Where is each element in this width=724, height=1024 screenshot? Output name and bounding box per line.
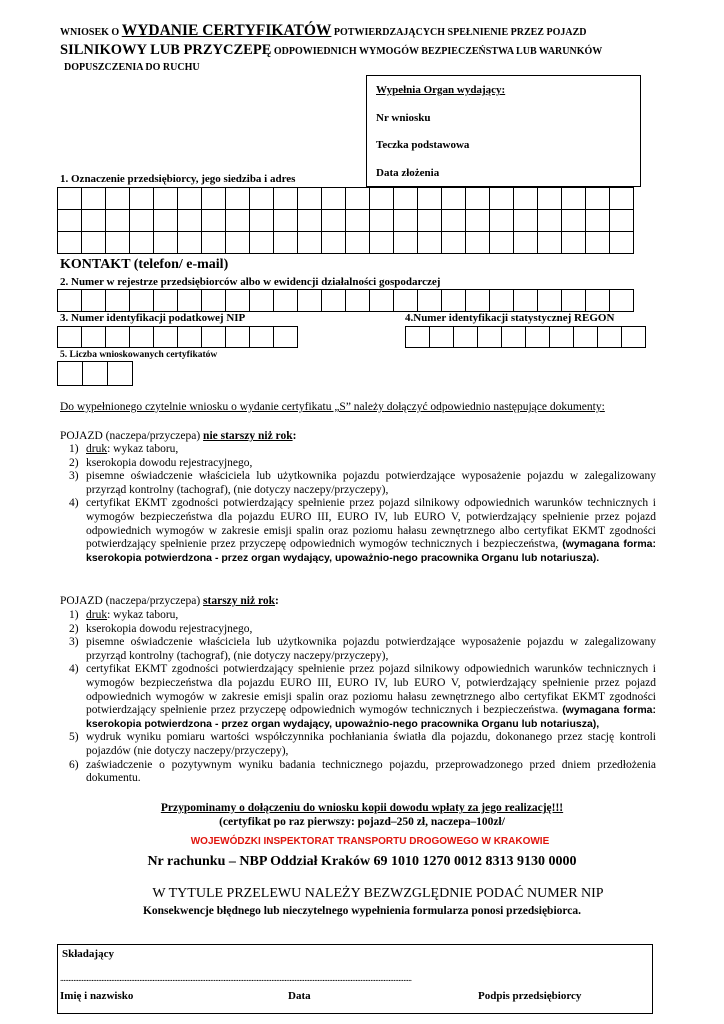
- list-item: [60, 731, 656, 758]
- form-title-line-2: [60, 42, 602, 59]
- inspectorate-name: WOJEWÓDZKI INSPEKTORAT TRANSPORTU DROGOWEGO W KRAKOWIE: [190, 836, 550, 847]
- character-cell[interactable]: [585, 231, 610, 254]
- character-cell[interactable]: [417, 289, 442, 312]
- character-cell[interactable]: [321, 289, 346, 312]
- field-5-label: 5. Liczba wnioskowanych certyfikatów: [60, 350, 218, 360]
- character-cell[interactable]: [405, 326, 430, 348]
- list-item: [60, 470, 656, 497]
- character-cell[interactable]: [249, 187, 274, 210]
- heading-emphasis: starszy niż rok: [203, 595, 276, 607]
- grid-row: [57, 289, 633, 312]
- character-cell[interactable]: [321, 231, 346, 254]
- character-cell[interactable]: [585, 289, 610, 312]
- basic-folder-label: Teczka podstawowa: [376, 139, 470, 151]
- list-item: [60, 497, 656, 565]
- payment-reminder: Przypominamy o dołączeniu do wniosku kopii dowodu wpłaty za jego realizację!!!: [160, 802, 564, 814]
- list-item-emphasis: druk: [86, 609, 108, 621]
- character-cell[interactable]: [105, 187, 130, 210]
- regon-grid[interactable]: [405, 326, 645, 348]
- character-cell[interactable]: [297, 231, 322, 254]
- grid-row: [57, 361, 132, 386]
- list-item-text: pisemne oświadczenie właściciela lub użytkownika pojazdu potwierdzające wyposażenie pojazdu w zalegalizowany przyrząd kontrolny (tachograf), (nie dotyczy naczepy/przyczepy),: [86, 636, 656, 662]
- character-cell[interactable]: [273, 326, 298, 348]
- list-item-text: wydruk wyniku pomiaru wartości współczynnika pochłaniania światła dla pojazdu, dokonanego przez stację kontroli pojazdów (nie dotyczy naczepy/przyczepy),: [86, 731, 656, 757]
- character-cell[interactable]: [369, 231, 394, 254]
- list-item-number: 1): [69, 609, 79, 621]
- title-text: POTWIERDZAJĄCYCH SPEŁNIENIE PRZEZ POJAZD: [331, 27, 587, 38]
- required-form-note: (wymagana forma: kserokopia potwierdzona - przez organ wydający, upoważnio-nego pracownika Organu lub notariusza).: [86, 538, 656, 564]
- character-cell[interactable]: [573, 326, 598, 348]
- signature-dotted-line[interactable]: .....................................................................................................................................................................................................................: [60, 973, 412, 983]
- character-cell[interactable]: [513, 209, 538, 232]
- character-cell[interactable]: [201, 187, 226, 210]
- character-cell[interactable]: [441, 187, 466, 210]
- character-cell[interactable]: [249, 289, 274, 312]
- character-cell[interactable]: [129, 326, 154, 348]
- character-cell[interactable]: [321, 187, 346, 210]
- list-item-number: 3): [69, 470, 79, 483]
- list-item-number: 6): [69, 758, 79, 771]
- nip-grid[interactable]: [57, 326, 297, 348]
- title-emphasis: SILNIKOWY LUB PRZYCZEPĘ: [60, 42, 272, 58]
- character-cell[interactable]: [57, 361, 83, 386]
- list-item-text: kserokopia dowodu rejestracyjnego,: [86, 456, 253, 469]
- character-cell[interactable]: [177, 209, 202, 232]
- heading-text: POJAZD (naczepa/przyczepa): [60, 430, 204, 442]
- character-cell[interactable]: [621, 326, 646, 348]
- character-cell[interactable]: [513, 187, 538, 210]
- character-cell[interactable]: [393, 209, 418, 232]
- list-item-text: certyfikat EKMT zgodności potwierdzający spełnienie przez pojazd silnikowy odpowiednich warunków technicznych i wymogów bezpieczeństwa dla pojazdu EURO III, EURO IV, lub EURO V, potwierdzający spełnienie przez pojazd odpowiednich wymogów w zakresie emisji spalin oraz poziomu hałasu zewnętrznego albo certyfikat EKMT zgodności potwierdzający spełnienie przez przyczepę odpowiednich wymogów technicznych i bezpieczeństwa.: [86, 663, 656, 717]
- character-cell[interactable]: [57, 209, 82, 232]
- character-cell[interactable]: [345, 209, 370, 232]
- character-cell[interactable]: [561, 187, 586, 210]
- character-cell[interactable]: [609, 187, 634, 210]
- character-cell[interactable]: [417, 231, 442, 254]
- character-cell[interactable]: [201, 326, 226, 348]
- character-cell[interactable]: [429, 326, 454, 348]
- character-cell[interactable]: [393, 289, 418, 312]
- character-cell[interactable]: [549, 326, 574, 348]
- character-cell[interactable]: [609, 209, 634, 232]
- form-title-line-3: DOPUSZCZENIA DO RUCHU: [64, 62, 200, 73]
- character-cell[interactable]: [273, 289, 298, 312]
- contact-label: KONTAKT (telefon/ e-mail): [60, 257, 229, 272]
- grid-row: [405, 326, 645, 348]
- character-cell[interactable]: [81, 187, 106, 210]
- character-cell[interactable]: [82, 361, 108, 386]
- list-item-text: : wykaz taboru,: [107, 609, 179, 621]
- character-cell[interactable]: [153, 289, 178, 312]
- character-cell[interactable]: [585, 187, 610, 210]
- character-cell[interactable]: [585, 209, 610, 232]
- character-cell[interactable]: [225, 231, 250, 254]
- grid-row: [57, 209, 633, 232]
- list-item: [60, 636, 656, 663]
- character-cell[interactable]: [609, 231, 634, 254]
- character-cell[interactable]: [81, 209, 106, 232]
- field-2-label: 2. Numer w rejestrze przedsiębiorców albo w ewidencji działalności gospodarczej: [60, 276, 441, 288]
- list-item-text: pisemne oświadczenie właściciela lub użytkownika pojazdu potwierdzające wyposażenie pojazdu w zalegalizowany przyrząd kontrolny (tachograf), (nie dotyczy naczepy/przyczepy),: [86, 470, 656, 496]
- character-cell[interactable]: [153, 326, 178, 348]
- character-cell[interactable]: [201, 209, 226, 232]
- character-cell[interactable]: [177, 326, 202, 348]
- list-item-text: zaświadczenie o pozytywnym wyniku badania technicznego pojazdu, przeprowadzonego przed dniem przedłożenia dokumentu.: [86, 758, 656, 785]
- list-item-number: 5): [69, 731, 79, 744]
- office-use-title: Wypełnia Organ wydający:: [376, 84, 506, 96]
- heading-colon: :: [292, 430, 297, 442]
- character-cell[interactable]: [107, 361, 133, 386]
- character-cell[interactable]: [129, 209, 154, 232]
- character-cell[interactable]: [105, 289, 130, 312]
- list-item: [60, 457, 656, 471]
- heading-colon: :: [275, 595, 279, 607]
- character-cell[interactable]: [201, 289, 226, 312]
- consequence-note: Konsekwencje błędnego lub nieczytelnego wypełnienia formularza ponosi przedsiębiorca.: [142, 905, 582, 917]
- character-cell[interactable]: [597, 326, 622, 348]
- character-cell[interactable]: [273, 187, 298, 210]
- heading-text: POJAZD (naczepa/przyczepa): [60, 595, 204, 607]
- character-cell[interactable]: [81, 289, 106, 312]
- character-cell[interactable]: [297, 187, 322, 210]
- character-cell[interactable]: [513, 231, 538, 254]
- character-cell[interactable]: [453, 326, 478, 348]
- character-cell[interactable]: [297, 289, 322, 312]
- character-cell[interactable]: [321, 209, 346, 232]
- character-cell[interactable]: [561, 231, 586, 254]
- character-cell[interactable]: [465, 209, 490, 232]
- bank-account: Nr rachunku – NBP Oddział Kraków 69 1010 1270 0012 8313 9130 0000: [147, 854, 577, 869]
- form-title-line-1: [60, 22, 586, 40]
- field-1-label: 1. Oznaczenie przedsiębiorcy, jego siedziba i adres: [60, 173, 296, 185]
- required-form-note: (wymagana forma: kserokopia potwierdzona - przez organ wydający, upoważnio-nego pracownika Organu lub notariusza),: [86, 704, 656, 730]
- character-cell[interactable]: [177, 231, 202, 254]
- character-cell[interactable]: [537, 187, 562, 210]
- list-item-number: 4): [69, 663, 79, 676]
- list-item-number: 1): [69, 443, 79, 455]
- application-number-label: Nr wniosku: [376, 112, 431, 124]
- character-cell[interactable]: [513, 289, 538, 312]
- certificate-count-grid[interactable]: [57, 361, 132, 386]
- character-cell[interactable]: [225, 326, 250, 348]
- character-cell[interactable]: [249, 326, 274, 348]
- character-cell[interactable]: [225, 289, 250, 312]
- applicant-label: Składający: [62, 948, 114, 960]
- character-cell[interactable]: [441, 231, 466, 254]
- list-item: [60, 623, 656, 637]
- list-item-number: 2): [69, 456, 79, 469]
- character-cell[interactable]: [249, 231, 274, 254]
- character-cell[interactable]: [489, 187, 514, 210]
- list-item-number: 2): [69, 622, 79, 635]
- registry-number-grid[interactable]: [57, 289, 633, 312]
- list-item-number: 3): [69, 636, 79, 649]
- office-use-box: [366, 75, 641, 187]
- title-text: ODPOWIEDNICH WYMOGÓW BEZPIECZEŃSTWA LUB WARUNKÓW: [271, 46, 603, 57]
- character-cell[interactable]: [441, 209, 466, 232]
- field-4-label: 4.Numer identyfikacji statystycznej REGON: [405, 312, 615, 324]
- title-text: WNIOSEK O: [60, 27, 122, 38]
- character-cell[interactable]: [153, 209, 178, 232]
- grid-row: [57, 187, 633, 210]
- character-cell[interactable]: [465, 231, 490, 254]
- character-cell[interactable]: [537, 209, 562, 232]
- applicant-signature-box: [57, 944, 653, 1014]
- character-cell[interactable]: [297, 209, 322, 232]
- character-cell[interactable]: [417, 209, 442, 232]
- character-cell[interactable]: [57, 289, 82, 312]
- heading-emphasis: nie starszy niż rok: [203, 430, 293, 442]
- character-cell[interactable]: [345, 187, 370, 210]
- list-item: [60, 759, 656, 786]
- character-cell[interactable]: [393, 187, 418, 210]
- character-cell[interactable]: [57, 231, 82, 254]
- character-cell[interactable]: [129, 187, 154, 210]
- character-cell[interactable]: [501, 326, 526, 348]
- character-cell[interactable]: [369, 289, 394, 312]
- character-cell[interactable]: [345, 231, 370, 254]
- character-cell[interactable]: [105, 231, 130, 254]
- character-cell[interactable]: [57, 187, 82, 210]
- character-cell[interactable]: [201, 231, 226, 254]
- character-cell[interactable]: [525, 326, 550, 348]
- list-item: [60, 609, 656, 623]
- instruction-text: Do wypełnionego czytelnie wniosku o wydanie certyfikatu „S” należy dołączyć odpowiednio następujące dokumenty:: [60, 401, 605, 413]
- character-cell[interactable]: [129, 289, 154, 312]
- character-cell[interactable]: [225, 209, 250, 232]
- character-cell[interactable]: [273, 231, 298, 254]
- nip-transfer-note: W TYTULE PRZELEWU NALEŻY BEZWZGLĘDNIE PODAĆ NUMER NIP: [152, 886, 604, 901]
- character-cell[interactable]: [153, 187, 178, 210]
- character-cell[interactable]: [177, 289, 202, 312]
- character-cell[interactable]: [477, 326, 502, 348]
- character-cell[interactable]: [609, 289, 634, 312]
- list-item-number: 4): [69, 497, 79, 510]
- document-list-old: [60, 609, 656, 786]
- field-3-label: 3. Numer identyfikacji podatkowej NIP: [60, 312, 246, 324]
- list-item-text: certyfikat EKMT zgodności potwierdzający spełnienie przez pojazd silnikowy odpowiednich warunków technicznych i wymogów bezpieczeństwa dla pojazdu EURO III, EURO IV, lub EURO V, potwierdzający spełnienie przez pojazd odpowiednich wymogów w zakresie emisji spalin oraz poziomu hałasu zewnętrznego albo certyfikat EKMT zgodności potwierdzający spełnienie przez przyczepę odpowiednich wymogów technicznych i bezpieczeństwa,: [86, 497, 656, 551]
- grid-row: [57, 231, 633, 254]
- list-item: [60, 443, 656, 457]
- section-old-heading: [60, 595, 279, 607]
- character-cell[interactable]: [537, 231, 562, 254]
- character-cell[interactable]: [465, 289, 490, 312]
- character-cell[interactable]: [105, 326, 130, 348]
- character-cell[interactable]: [489, 289, 514, 312]
- character-cell[interactable]: [369, 209, 394, 232]
- character-cell[interactable]: [489, 209, 514, 232]
- character-cell[interactable]: [129, 231, 154, 254]
- character-cell[interactable]: [489, 231, 514, 254]
- character-cell[interactable]: [81, 326, 106, 348]
- character-cell[interactable]: [561, 209, 586, 232]
- character-cell[interactable]: [273, 209, 298, 232]
- character-cell[interactable]: [345, 289, 370, 312]
- list-item-text: kserokopia dowodu rejestracyjnego,: [86, 622, 253, 635]
- document-list-new: [60, 443, 656, 565]
- signature-label: Podpis przedsiębiorcy: [478, 990, 582, 1002]
- title-emphasis: WYDANIE CERTYFIKATÓW: [121, 22, 332, 39]
- list-item-emphasis: druk: [86, 443, 108, 455]
- character-cell[interactable]: [105, 209, 130, 232]
- character-cell[interactable]: [225, 187, 250, 210]
- character-cell[interactable]: [561, 289, 586, 312]
- section-new-heading: [60, 430, 296, 442]
- character-cell[interactable]: [249, 209, 274, 232]
- submission-date-label: Data złożenia: [376, 167, 440, 179]
- date-label: Data: [288, 990, 311, 1002]
- character-cell[interactable]: [153, 231, 178, 254]
- character-cell[interactable]: [465, 187, 490, 210]
- character-cell[interactable]: [441, 289, 466, 312]
- fee-info: (certyfikat po raz pierwszy: pojazd–250 zł, naczepa–100zł/: [219, 816, 505, 828]
- list-item-text: : wykaz taboru,: [107, 443, 179, 455]
- character-cell[interactable]: [369, 187, 394, 210]
- character-cell[interactable]: [417, 187, 442, 210]
- character-cell[interactable]: [537, 289, 562, 312]
- character-cell[interactable]: [177, 187, 202, 210]
- company-address-grid[interactable]: [57, 187, 633, 254]
- character-cell[interactable]: [81, 231, 106, 254]
- name-label: Imię i nazwisko: [60, 990, 134, 1002]
- list-item: [60, 663, 656, 731]
- character-cell[interactable]: [393, 231, 418, 254]
- character-cell[interactable]: [57, 326, 82, 348]
- grid-row: [57, 326, 297, 348]
